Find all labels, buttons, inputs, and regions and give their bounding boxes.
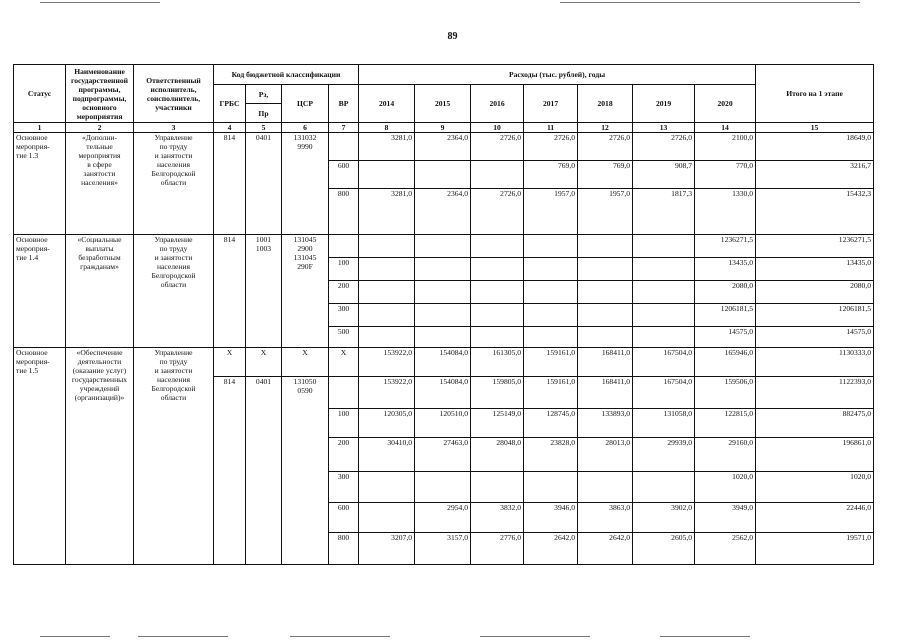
expense-value: 23828,0 — [524, 438, 578, 472]
budget-table — [13, 64, 874, 565]
csr-code: 131045 2900 131045 290F — [282, 235, 329, 348]
program-name-cell: «Обеспечение деятельности (оказание услуг) государственных учреждений (организаций)» — [66, 348, 134, 565]
vr-code: 100 — [329, 258, 359, 281]
header-status: Статус — [14, 65, 66, 123]
expense-value — [633, 235, 695, 258]
status-cell: Основное мероприя- тие 1.3 — [14, 133, 66, 235]
expense-value: 14575,0 — [695, 327, 756, 348]
expense-value — [415, 235, 471, 258]
expense-value: 29160,0 — [695, 438, 756, 472]
expense-value: 154084,0 — [415, 377, 471, 409]
executor-cell: Управление по труду и занятости населения Белгородской области — [134, 235, 214, 348]
expense-value — [415, 281, 471, 304]
expense-value: 131058,0 — [633, 409, 695, 438]
header-year-2018: 2018 — [578, 85, 633, 123]
header-year-2014: 2014 — [359, 85, 415, 123]
expense-value: 2100,0 — [695, 133, 756, 161]
expense-value — [633, 304, 695, 327]
vr-code — [329, 377, 359, 409]
row-total: 22446,0 — [756, 503, 874, 533]
table-header — [14, 65, 874, 133]
row-total: 1206181,5 — [756, 304, 874, 327]
column-number: 4 — [214, 123, 246, 133]
expense-value — [633, 327, 695, 348]
expense-value — [359, 503, 415, 533]
header-year-2020: 2020 — [695, 85, 756, 123]
header-year-2017: 2017 — [524, 85, 578, 123]
expense-value — [359, 472, 415, 503]
vr-code: 600 — [329, 503, 359, 533]
header-year-2019: 2019 — [633, 85, 695, 123]
vr-code: 500 — [329, 327, 359, 348]
expense-value: 3863,0 — [578, 503, 633, 533]
column-number: 10 — [471, 123, 524, 133]
header-csr: ЦСР — [282, 85, 329, 123]
expense-value — [471, 258, 524, 281]
expense-value: 3902,0 — [633, 503, 695, 533]
expense-value: 2954,0 — [415, 503, 471, 533]
vr-code: X — [329, 348, 359, 377]
header-grbs: ГРБС — [214, 85, 246, 123]
row-total: 882475,0 — [756, 409, 874, 438]
expense-value: 159161,0 — [524, 348, 578, 377]
expense-value — [578, 472, 633, 503]
table-row — [14, 348, 874, 377]
header-pr: Пр — [246, 104, 282, 123]
expense-value: 3946,0 — [524, 503, 578, 533]
expense-value — [633, 281, 695, 304]
expense-value: 1236271,5 — [695, 235, 756, 258]
program-name-cell: «Социальные выплаты безработным гражданам» — [66, 235, 134, 348]
vr-code: 300 — [329, 304, 359, 327]
expense-value: 30410,0 — [359, 438, 415, 472]
expense-value: 28048,0 — [471, 438, 524, 472]
expense-value — [415, 472, 471, 503]
rzpr-code: 1001 1003 — [246, 235, 282, 348]
expense-value — [633, 258, 695, 281]
column-number: 6 — [282, 123, 329, 133]
expense-value: 3832,0 — [471, 503, 524, 533]
csr-code: X — [282, 348, 329, 377]
expense-value: 167504,0 — [633, 348, 695, 377]
csr-code: 131032 9990 — [282, 133, 329, 235]
expense-value — [359, 235, 415, 258]
column-number: 1 — [14, 123, 66, 133]
expense-value — [359, 281, 415, 304]
expense-value: 3949,0 — [695, 503, 756, 533]
executor-cell: Управление по труду и занятости населения Белгородской области — [134, 133, 214, 235]
rzpr-code: 0401 — [246, 133, 282, 235]
expense-value — [578, 327, 633, 348]
grbs-code: X — [214, 348, 246, 377]
expense-value: 2776,0 — [471, 533, 524, 565]
program-name-cell: «Дополни- тельные мероприятия в сфере занятости населения» — [66, 133, 134, 235]
expense-value: 2726,0 — [524, 133, 578, 161]
status-cell: Основное мероприя- тие 1.4 — [14, 235, 66, 348]
expense-value — [471, 327, 524, 348]
header-vr: ВР — [329, 85, 359, 123]
expense-value: 153922,0 — [359, 377, 415, 409]
vr-code: 300 — [329, 472, 359, 503]
expense-value: 1817,3 — [633, 189, 695, 235]
table-row — [14, 133, 874, 161]
header-year-2015: 2015 — [415, 85, 471, 123]
expense-value: 2642,0 — [524, 533, 578, 565]
vr-code — [329, 133, 359, 161]
column-number: 8 — [359, 123, 415, 133]
expense-value: 168411,0 — [578, 377, 633, 409]
header-total: Итого на 1 этапе — [756, 65, 874, 123]
expense-value: 3281,0 — [359, 133, 415, 161]
column-number: 7 — [329, 123, 359, 133]
expense-value — [415, 304, 471, 327]
row-total: 15432,3 — [756, 189, 874, 235]
header-rz: Рз, — [246, 85, 282, 104]
header-year-2016: 2016 — [471, 85, 524, 123]
column-number: 14 — [695, 123, 756, 133]
column-number: 13 — [633, 123, 695, 133]
expense-value — [578, 235, 633, 258]
expense-value — [359, 161, 415, 189]
vr-code: 200 — [329, 438, 359, 472]
vr-code: 600 — [329, 161, 359, 189]
expense-value — [471, 472, 524, 503]
expense-value: 2726,0 — [633, 133, 695, 161]
row-total: 2080,0 — [756, 281, 874, 304]
expense-value: 1206181,5 — [695, 304, 756, 327]
vr-code: 800 — [329, 189, 359, 235]
header-budget-code: Код бюджетной классификации — [214, 65, 359, 85]
expense-value — [524, 472, 578, 503]
expense-value: 908,7 — [633, 161, 695, 189]
grbs-code: 814 — [214, 133, 246, 235]
header-program-name: Наименование государственной программы, подпрограммы, основного мероприятия — [66, 65, 134, 123]
expense-value: 1330,0 — [695, 189, 756, 235]
column-number: 15 — [756, 123, 874, 133]
expense-value: 2562,0 — [695, 533, 756, 565]
expense-value: 153922,0 — [359, 348, 415, 377]
expense-value: 2080,0 — [695, 281, 756, 304]
expense-value — [471, 304, 524, 327]
column-number: 2 — [66, 123, 134, 133]
vr-code: 800 — [329, 533, 359, 565]
expense-value — [415, 327, 471, 348]
expense-value: 122815,0 — [695, 409, 756, 438]
expense-value — [415, 161, 471, 189]
expense-value: 2364,0 — [415, 133, 471, 161]
column-number-row — [14, 123, 874, 133]
expense-value: 133893,0 — [578, 409, 633, 438]
expense-value — [578, 304, 633, 327]
row-total: 19571,0 — [756, 533, 874, 565]
rzpr-code: 0401 — [246, 377, 282, 565]
expense-value — [524, 304, 578, 327]
expense-value — [415, 258, 471, 281]
expense-value: 28013,0 — [578, 438, 633, 472]
row-total: 196861,0 — [756, 438, 874, 472]
row-total: 18649,0 — [756, 133, 874, 161]
expense-value: 13435,0 — [695, 258, 756, 281]
expense-value: 2642,0 — [578, 533, 633, 565]
table-body — [14, 133, 874, 565]
expense-value: 167504,0 — [633, 377, 695, 409]
expense-value — [471, 161, 524, 189]
row-total: 3216,7 — [756, 161, 874, 189]
expense-value: 128745,0 — [524, 409, 578, 438]
expense-value — [359, 304, 415, 327]
row-total: 14575,0 — [756, 327, 874, 348]
expense-value: 2364,0 — [415, 189, 471, 235]
header-expenses: Расходы (тыс. рублей), годы — [359, 65, 756, 85]
expense-value: 161305,0 — [471, 348, 524, 377]
column-number: 5 — [246, 123, 282, 133]
expense-value: 769,0 — [524, 161, 578, 189]
expense-value: 168411,0 — [578, 348, 633, 377]
expense-value: 120305,0 — [359, 409, 415, 438]
expense-value — [524, 258, 578, 281]
status-cell: Основное мероприя- тие 1.5 — [14, 348, 66, 565]
expense-value: 3157,0 — [415, 533, 471, 565]
row-total: 1236271,5 — [756, 235, 874, 258]
expense-value — [524, 281, 578, 304]
column-number: 12 — [578, 123, 633, 133]
column-number: 3 — [134, 123, 214, 133]
expense-value — [578, 281, 633, 304]
expense-value: 2605,0 — [633, 533, 695, 565]
grbs-code: 814 — [214, 235, 246, 348]
row-total: 1020,0 — [756, 472, 874, 503]
expense-value: 2726,0 — [471, 189, 524, 235]
expense-value: 27463,0 — [415, 438, 471, 472]
expense-value: 3207,0 — [359, 533, 415, 565]
expense-value: 769,0 — [578, 161, 633, 189]
expense-value: 159161,0 — [524, 377, 578, 409]
expense-value: 154084,0 — [415, 348, 471, 377]
rzpr-code: X — [246, 348, 282, 377]
expense-value — [359, 258, 415, 281]
expense-value: 125149,0 — [471, 409, 524, 438]
expense-value: 1957,0 — [578, 189, 633, 235]
grbs-code: 814 — [214, 377, 246, 565]
expense-value: 3281,0 — [359, 189, 415, 235]
expense-value: 2726,0 — [578, 133, 633, 161]
row-total: 1122393,0 — [756, 377, 874, 409]
vr-code: 100 — [329, 409, 359, 438]
column-number: 9 — [415, 123, 471, 133]
row-total: 13435,0 — [756, 258, 874, 281]
expense-value — [524, 235, 578, 258]
vr-code — [329, 235, 359, 258]
page-number: 89 — [447, 31, 458, 42]
csr-code: 131050 0590 — [282, 377, 329, 565]
expense-value: 29939,0 — [633, 438, 695, 472]
expense-value: 120510,0 — [415, 409, 471, 438]
expense-value — [471, 281, 524, 304]
expense-value — [359, 327, 415, 348]
expense-value: 165946,0 — [695, 348, 756, 377]
expense-value: 770,0 — [695, 161, 756, 189]
expense-value — [633, 472, 695, 503]
expense-value — [578, 258, 633, 281]
expense-value: 159805,0 — [471, 377, 524, 409]
expense-value: 2726,0 — [471, 133, 524, 161]
expense-value — [524, 327, 578, 348]
expense-value — [471, 235, 524, 258]
table-row — [14, 235, 874, 258]
expense-value: 159506,0 — [695, 377, 756, 409]
executor-cell: Управление по труду и занятости населения Белгородской области — [134, 348, 214, 565]
header-executor: Ответственный исполнитель, соисполнитель, участники — [134, 65, 214, 123]
column-number: 11 — [524, 123, 578, 133]
expense-value: 1957,0 — [524, 189, 578, 235]
vr-code: 200 — [329, 281, 359, 304]
expense-value: 1020,0 — [695, 472, 756, 503]
row-total: 1130333,0 — [756, 348, 874, 377]
